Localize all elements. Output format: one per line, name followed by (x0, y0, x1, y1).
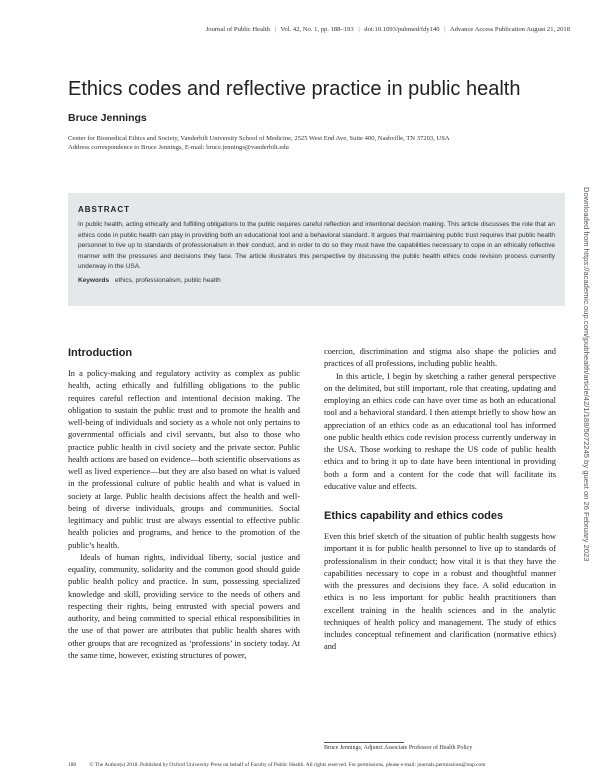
keywords-line (78, 277, 555, 284)
body-column-left (68, 346, 300, 662)
abstract-box (68, 193, 565, 306)
page-number: 188 (68, 762, 77, 768)
correspondence: Address correspondence to Bruce Jennings, E-mail: bruce.jennings@vanderbilt.edu (68, 144, 289, 151)
body-column-right (324, 346, 556, 654)
keywords-values: ethics, professionalism, public health (114, 276, 221, 284)
footnote-name: Bruce Jennings, (324, 745, 363, 751)
footnote-divider (324, 742, 404, 743)
download-watermark: Downloaded from https://academic.oup.com/jpubhealth/article/42/1/188/5072245 by guest on 26 February 2023 (582, 187, 591, 562)
advance-access: Advance Access Publication August 21, 2018 (449, 26, 570, 33)
right-paragraph-3: Even this brief sketch of the situation of public health suggests how important it is for public health personnel to live up to standards of professionalism in their conduct; how vital it is that they have the capabilities necessary to cope in a robust and thoughtful manner with the pressures and decisions they face. A solid education in ethics is no less important for public health practitioners than excellent training in the health sciences and in the analytic techniques of health policy and management. The study of ethics includes conceptual refinement and clarification (normative ethics) and (324, 532, 556, 652)
page-footer (68, 762, 568, 768)
keywords-label: Keywords (78, 276, 110, 284)
affiliation: Center for Biomedical Ethics and Society, Vanderbilt University School of Medicine, 2525 West End Ave, Suite 400, Nashville, TN 37203, USA (68, 135, 450, 142)
author-name: Bruce Jennings (68, 112, 147, 124)
volume-info: Vol. 42, No. 1, pp. 188–193 (280, 26, 354, 33)
journal-name: Journal of Public Health (205, 26, 270, 33)
right-paragraph-2: In this article, I begin by sketching a rather general perspective on the delimited, but still important, role that creating, updating and employing an ethics code can have over time as both an educational tool and a behavioral standard. I then attempt briefly to show how an appreciation of an ethics code as an educational tool has informed one public health ethics code revision process currently underway in the USA. Those working to reshape the US code of public health ethics and to bring it up to date have been intentional in providing both a form and a content for the code that will facilitate its educative value and effects. (324, 371, 556, 491)
copyright-text: © The Author(s) 2018. Published by Oxford University Press on behalf of Faculty of Public Health. All rights reserved. For permissions, please e-mail: journals.permissions@oup.com (89, 762, 486, 768)
ethics-heading: Ethics capability and ethics codes (324, 510, 504, 522)
running-header: Journal of Public Health | Vol. 42, No. 1, pp. 188–193 | doi:10.1093/pubmed/fdy140 | Advance Access Publication August 21, 2018 (205, 26, 570, 33)
abstract-label: ABSTRACT (78, 205, 130, 214)
abstract-text: In public health, acting ethically and fulfilling obligations to the public requires careful reflection and intentional decision making. This article discusses the role that an ethics code in public health can play in providing both an educational tool and a behavioral standard. It argues that maintaining public trust requires that public health personnel to live up to standards of professionalism in their conduct, and in order to do so they must have the capabilities necessary to cope in an ethically reflective manner with the pressures and decisions they face. The article illustrates this perspective by discussing the public health ethics code revision process currently underway in the USA. (78, 221, 555, 271)
article-title: Ethics codes and reflective practice in public health (68, 78, 521, 100)
right-paragraph-1: coercion, discrimination and stigma also shape the policies and practices of all professions, including public health. (324, 347, 556, 369)
intro-paragraph-1: In a policy-making and regulatory activity as complex as public health, acting ethically and fulfilling obligations to the public requires careful reflection and intentional decision making. The obligation to sustain the public trust and to promote the health and well-being of individuals and society as a whole not only pertains to governmental officials and civil servants, but also to those who practice public health in civil society and the private sector. Public health actions are based on evidence—both scientific observations as well as lived experience—but they are also based on what is valued in the professional culture of public health and what is valued in society at large. Public health decisions affect the health and well-being of diverse individuals, groups and communities. Social legitimacy and public trust are always essential to effective public health policies and programs, and hence to the promotion of the public’s health. (68, 369, 300, 550)
author-footnote (324, 745, 564, 751)
doi[interactable]: doi:10.1093/pubmed/fdy140 (364, 26, 440, 33)
intro-paragraph-2: Ideals of human rights, individual liberty, social justice and equality, community, solidarity and the common good should guide public health policy and practice. In sum, possessing specialized knowledge and skill, providing service to the needs of others and respecting their rights, being entrusted with special powers and authority, and being committed to special ethical responsibilities in the use of that power are attributes that public health shares with other groups that are recognized as ‘professions’ in society today. At the same time, however, existing structures of power, (68, 552, 300, 660)
intro-heading: Introduction (68, 347, 133, 359)
footnote-role: Adjunct Associate Professor of Health Policy (363, 745, 473, 751)
